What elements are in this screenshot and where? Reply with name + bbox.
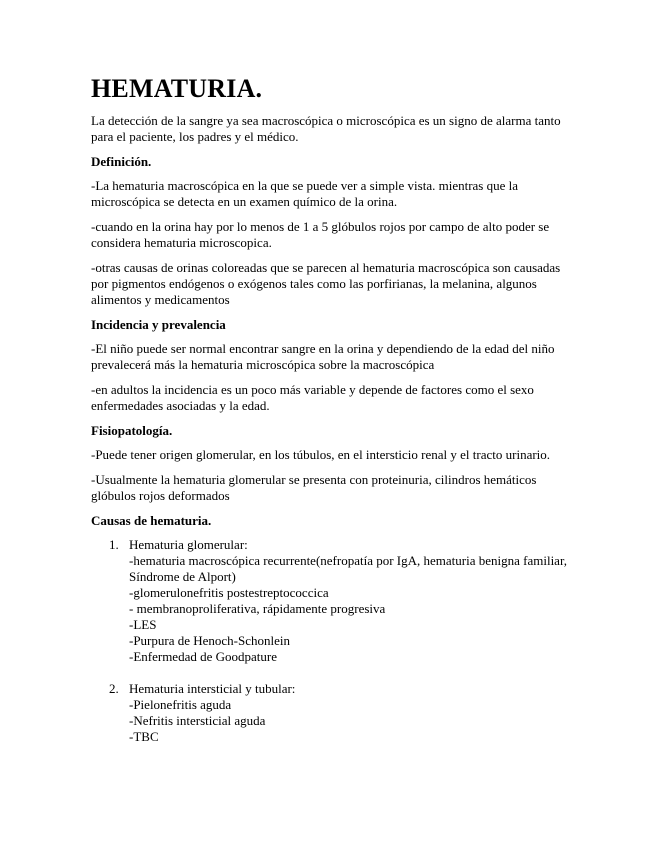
section-heading: Fisiopatología. [91, 423, 173, 438]
intro-paragraph: La detección de la sangre ya sea macroscópica o microscópica es un signo de alarma tanto para el paciente, los padres y el médico. [91, 113, 561, 144]
list-item [91, 537, 569, 665]
section-causas [91, 513, 569, 745]
list-number: 1. [109, 537, 119, 552]
paragraph: -El niño puede ser normal encontrar sangre en la orina y dependiendo de la edad del niño prevalecerá más la hematuria microscópica sobre la macroscópica [91, 341, 555, 372]
section-heading: Causas de hematuria. [91, 513, 212, 528]
paragraph: -Puede tener origen glomerular, en los túbulos, en el intersticio renal y el tracto urinario. [91, 447, 551, 462]
paragraph: -Usualmente la hematuria glomerular se presenta con proteinuria, cilindros hemáticos glóbulos rojos deformados [91, 472, 537, 503]
list-item-line: - membranoproliferativa, rápidamente progresiva [129, 601, 386, 616]
list-item-line: -LES [129, 617, 157, 632]
list-item-title: Hematuria intersticial y tubular: [129, 681, 296, 696]
document-title: HEMATURIA. [91, 74, 263, 103]
causes-list [91, 537, 569, 745]
paragraph: -La hematuria macroscópica en la que se puede ver a simple vista. mientras que la microscópica se detecta en un examen químico de la orina. [91, 178, 519, 209]
list-item-title: Hematuria glomerular: [129, 537, 248, 552]
list-item-line: -Pielonefritis aguda [129, 697, 232, 712]
list-item-line: -TBC [129, 729, 159, 744]
section-heading: Incidencia y prevalencia [91, 317, 226, 332]
list-item-line: -Enfermedad de Goodpature [129, 649, 277, 664]
list-item-line: -glomerulonefritis postestreptococcica [129, 585, 329, 600]
list-item-line: -Nefritis intersticial aguda [129, 713, 266, 728]
paragraph: -en adultos la incidencia es un poco más variable y depende de factores como el sexo enfermedades asociadas y la edad. [91, 382, 534, 413]
section-incidencia [91, 317, 569, 414]
section-definicion [91, 154, 569, 308]
list-item-line: -Purpura de Henoch-Schonlein [129, 633, 291, 648]
paragraph: -otras causas de orinas coloreadas que se parecen al hematuria macroscópica son causadas por pigmentos endógenos o exógenos tales como las porfirianas, la melanina, algunos alimentos y medicamentos [91, 260, 561, 307]
list-number: 2. [109, 681, 119, 696]
paragraph: -cuando en la orina hay por lo menos de 1 a 5 glóbulos rojos por campo de alto poder se considera hematuria microscopica. [91, 219, 550, 250]
list-item [91, 681, 569, 745]
section-fisiopatologia [91, 423, 569, 504]
list-item-line: -hematuria macroscópica recurrente(nefropatía por IgA, hematuria benigna familiar, Síndrome de Alport) [129, 553, 568, 584]
section-heading: Definición. [91, 154, 152, 169]
